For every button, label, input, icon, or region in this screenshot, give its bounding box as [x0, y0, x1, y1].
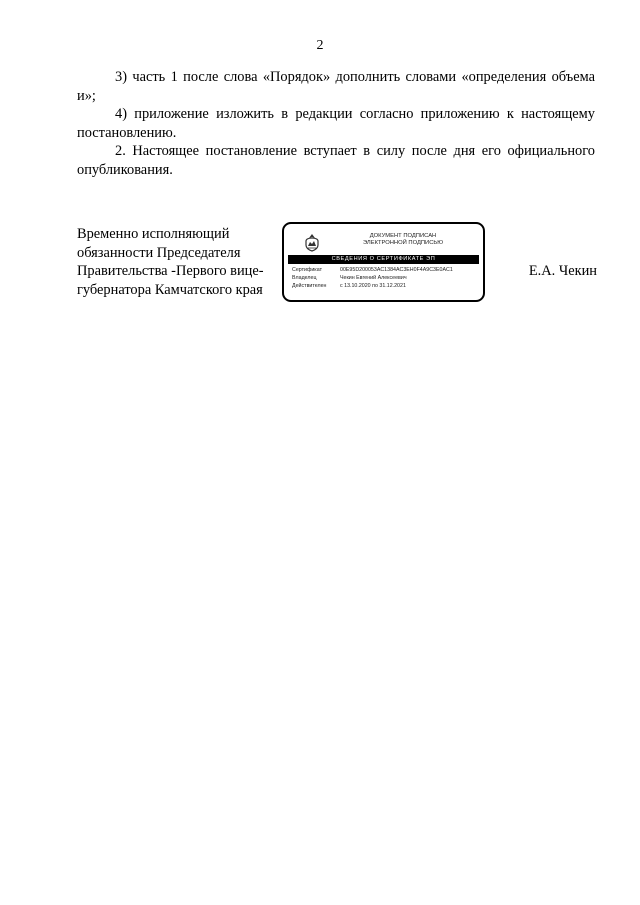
coat-of-arms-icon [302, 232, 322, 252]
owner-row-value: Чекин Евгений Алексеевич [340, 274, 407, 281]
paragraph: 3) часть 1 после слова «Порядок» дополнить словами «определения объема и»; [77, 69, 595, 104]
stamp-header [328, 233, 478, 247]
signer-title-line: Временно исполняющий [77, 226, 230, 242]
document-body [77, 68, 595, 179]
paragraph: 4) приложение изложить в редакции согласно приложению к настоящему постановлению. [77, 106, 595, 141]
validity-row-label: Действителен [292, 282, 327, 289]
page-number: 2 [316, 38, 324, 53]
electronic-signature-stamp [282, 222, 485, 302]
certificate-row-value: 00E95D200053AC1384AC3EH0F4A9C3E0AC1 [340, 267, 453, 273]
signer-name: Е.А. Чекин [528, 263, 597, 279]
signer-title-line: обязанности Председателя [77, 244, 241, 261]
certificate-row-label: Сертификат [292, 267, 322, 273]
stamp-header-line: ДОКУМЕНТ ПОДПИСАН [369, 233, 437, 239]
stamp-header-line: ЭЛЕКТРОННОЙ ПОДПИСЬЮ [362, 240, 444, 246]
certificate-info-band: СВЕДЕНИЯ О СЕРТИФИКАТЕ ЭП [288, 255, 479, 264]
validity-row-value: с 13.10.2020 по 31.12.2021 [340, 282, 406, 289]
certificate-row [292, 267, 482, 275]
signer-title-line: губернатора Камчатского края [77, 281, 263, 298]
owner-row-label: Владелец [292, 274, 317, 281]
owner-row [292, 275, 482, 283]
signer-title [77, 225, 277, 299]
certificate-details [292, 267, 482, 290]
paragraph: 2. Настоящее постановление вступает в силу после дня его официального опубликования. [77, 143, 595, 178]
signer-title-line: Правительства -Первого вице- [77, 263, 264, 279]
validity-row [292, 283, 482, 291]
